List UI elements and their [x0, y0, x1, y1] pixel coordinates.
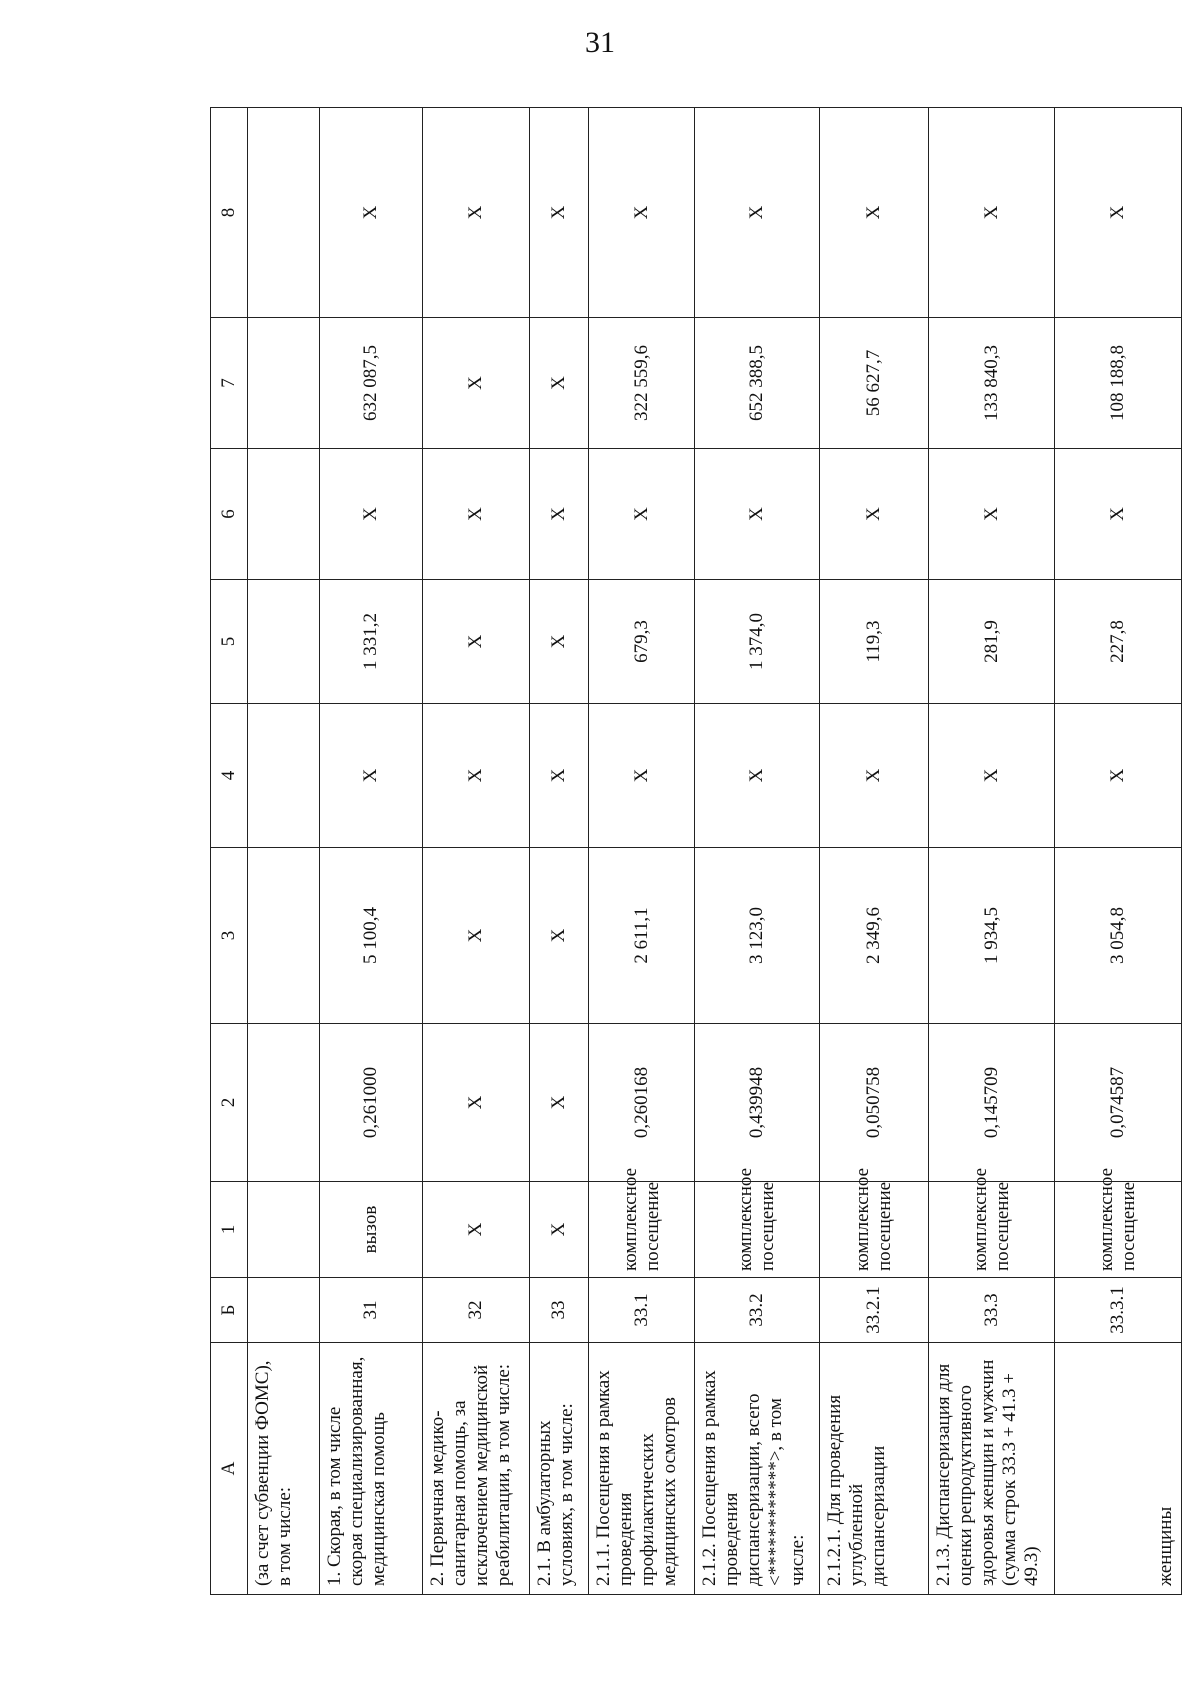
- cell: X: [422, 449, 530, 580]
- row-code: 33.3.1: [1055, 1278, 1182, 1343]
- column-header: 2: [211, 1024, 248, 1182]
- table-row: [928, 108, 1054, 1595]
- cell: 0,260168: [589, 1024, 694, 1182]
- cell: X: [530, 580, 589, 704]
- cell: [247, 318, 319, 449]
- cell: 119,3: [820, 580, 929, 704]
- row-label: 2.1.1. Посещения в рамках проведения профилактических медицинских осмотров: [589, 1343, 694, 1595]
- cell: 0,439948: [694, 1024, 820, 1182]
- cell: [247, 580, 319, 704]
- cell: 56 627,7: [820, 318, 929, 449]
- cell: X: [530, 848, 589, 1024]
- cell: 1 934,5: [928, 848, 1054, 1024]
- cell: X: [820, 108, 929, 318]
- row-label: 1. Скорая, в том числе скорая специализированная, медицинская помощь: [319, 1343, 422, 1595]
- cell: X: [319, 704, 422, 848]
- cell: [247, 108, 319, 318]
- column-header: 8: [211, 108, 248, 318]
- row-label: женщины: [1055, 1343, 1182, 1595]
- table-container: [210, 108, 1182, 1595]
- column-header: Б: [211, 1278, 248, 1343]
- table-row: [694, 108, 820, 1595]
- cell: комплексное посещение: [928, 1182, 1054, 1278]
- cell: X: [319, 108, 422, 318]
- cell: X: [422, 848, 530, 1024]
- cell: 5 100,4: [319, 848, 422, 1024]
- data-table: [210, 107, 1182, 1595]
- row-code: [247, 1278, 319, 1343]
- cell: X: [928, 108, 1054, 318]
- cell: 0,261000: [319, 1024, 422, 1182]
- cell: 0,050758: [820, 1024, 929, 1182]
- cell: X: [422, 318, 530, 449]
- cell: [247, 704, 319, 848]
- cell: X: [589, 108, 694, 318]
- cell: X: [530, 1024, 589, 1182]
- cell: X: [589, 449, 694, 580]
- cell: [247, 848, 319, 1024]
- cell: X: [530, 108, 589, 318]
- row-label: 2.1.3. Диспансеризация для оценки репродуктивного здоровья женщин и мужчин (сумма строк 33.3 + 41.3 + 49.3): [928, 1343, 1054, 1595]
- cell: 3 054,8: [1055, 848, 1182, 1024]
- cell: 227,8: [1055, 580, 1182, 704]
- cell: X: [530, 449, 589, 580]
- cell: 2 611,1: [589, 848, 694, 1024]
- column-header: 5: [211, 580, 248, 704]
- cell: 3 123,0: [694, 848, 820, 1024]
- cell: X: [694, 704, 820, 848]
- cell: 679,3: [589, 580, 694, 704]
- row-code: 31: [319, 1278, 422, 1343]
- table-row: [589, 108, 694, 1595]
- cell: 108 188,8: [1055, 318, 1182, 449]
- cell: X: [928, 449, 1054, 580]
- cell: X: [694, 108, 820, 318]
- page-number: 31: [585, 26, 615, 59]
- column-header: 6: [211, 449, 248, 580]
- row-label: 2.1. В амбулаторных условиях, в том числе:: [530, 1343, 589, 1595]
- cell: X: [422, 1182, 530, 1278]
- cell: X: [589, 704, 694, 848]
- table-row: [1055, 108, 1182, 1595]
- cell: X: [1055, 704, 1182, 848]
- cell: X: [530, 704, 589, 848]
- row-label: (за счет субвенции ФОМС), в том числе:: [247, 1343, 319, 1595]
- row-code: 33: [530, 1278, 589, 1343]
- row-label: 2.1.2.1. Для проведения углубленной диспансеризации: [820, 1343, 929, 1595]
- cell: X: [422, 704, 530, 848]
- header-row: [211, 108, 248, 1595]
- cell: комплексное посещение: [589, 1182, 694, 1278]
- cell: 652 388,5: [694, 318, 820, 449]
- row-code: 33.3: [928, 1278, 1054, 1343]
- cell: X: [694, 449, 820, 580]
- column-header: 3: [211, 848, 248, 1024]
- table-row: [530, 108, 589, 1595]
- table-row: [422, 108, 530, 1595]
- cell: 322 559,6: [589, 318, 694, 449]
- cell: X: [530, 1182, 589, 1278]
- column-header: 4: [211, 704, 248, 848]
- cell: [247, 1024, 319, 1182]
- cell: X: [1055, 108, 1182, 318]
- cell: 0,145709: [928, 1024, 1054, 1182]
- column-header: 7: [211, 318, 248, 449]
- cell: 1 331,2: [319, 580, 422, 704]
- cell: вызов: [319, 1182, 422, 1278]
- cell: X: [820, 704, 929, 848]
- cell: X: [319, 449, 422, 580]
- cell: X: [530, 318, 589, 449]
- column-header: 1: [211, 1182, 248, 1278]
- row-code: 33.1: [589, 1278, 694, 1343]
- table-row: [319, 108, 422, 1595]
- cell: 1 374,0: [694, 580, 820, 704]
- cell: X: [422, 580, 530, 704]
- cell: 632 087,5: [319, 318, 422, 449]
- row-code: 33.2.1: [820, 1278, 929, 1343]
- row-code: 32: [422, 1278, 530, 1343]
- cell: 281,9: [928, 580, 1054, 704]
- cell: 2 349,6: [820, 848, 929, 1024]
- row-label: 2.1.2. Посещения в рамках проведения диспансеризации, всего <************>, в том числе:: [694, 1343, 820, 1595]
- cell: 133 840,3: [928, 318, 1054, 449]
- row-code: 33.2: [694, 1278, 820, 1343]
- table-row: [820, 108, 929, 1595]
- cell: [247, 1182, 319, 1278]
- cell: X: [422, 108, 530, 318]
- cell: X: [1055, 449, 1182, 580]
- table-row: [247, 108, 319, 1595]
- cell: комплексное посещение: [820, 1182, 929, 1278]
- cell: X: [820, 449, 929, 580]
- column-header: А: [211, 1343, 248, 1595]
- row-label: 2. Первичная медико-санитарная помощь, за исключением медицинской реабилитации, в том числе:: [422, 1343, 530, 1595]
- cell: комплексное посещение: [694, 1182, 820, 1278]
- cell: [247, 449, 319, 580]
- cell: X: [928, 704, 1054, 848]
- cell: X: [422, 1024, 530, 1182]
- cell: 0,074587: [1055, 1024, 1182, 1182]
- cell: комплексное посещение: [1055, 1182, 1182, 1278]
